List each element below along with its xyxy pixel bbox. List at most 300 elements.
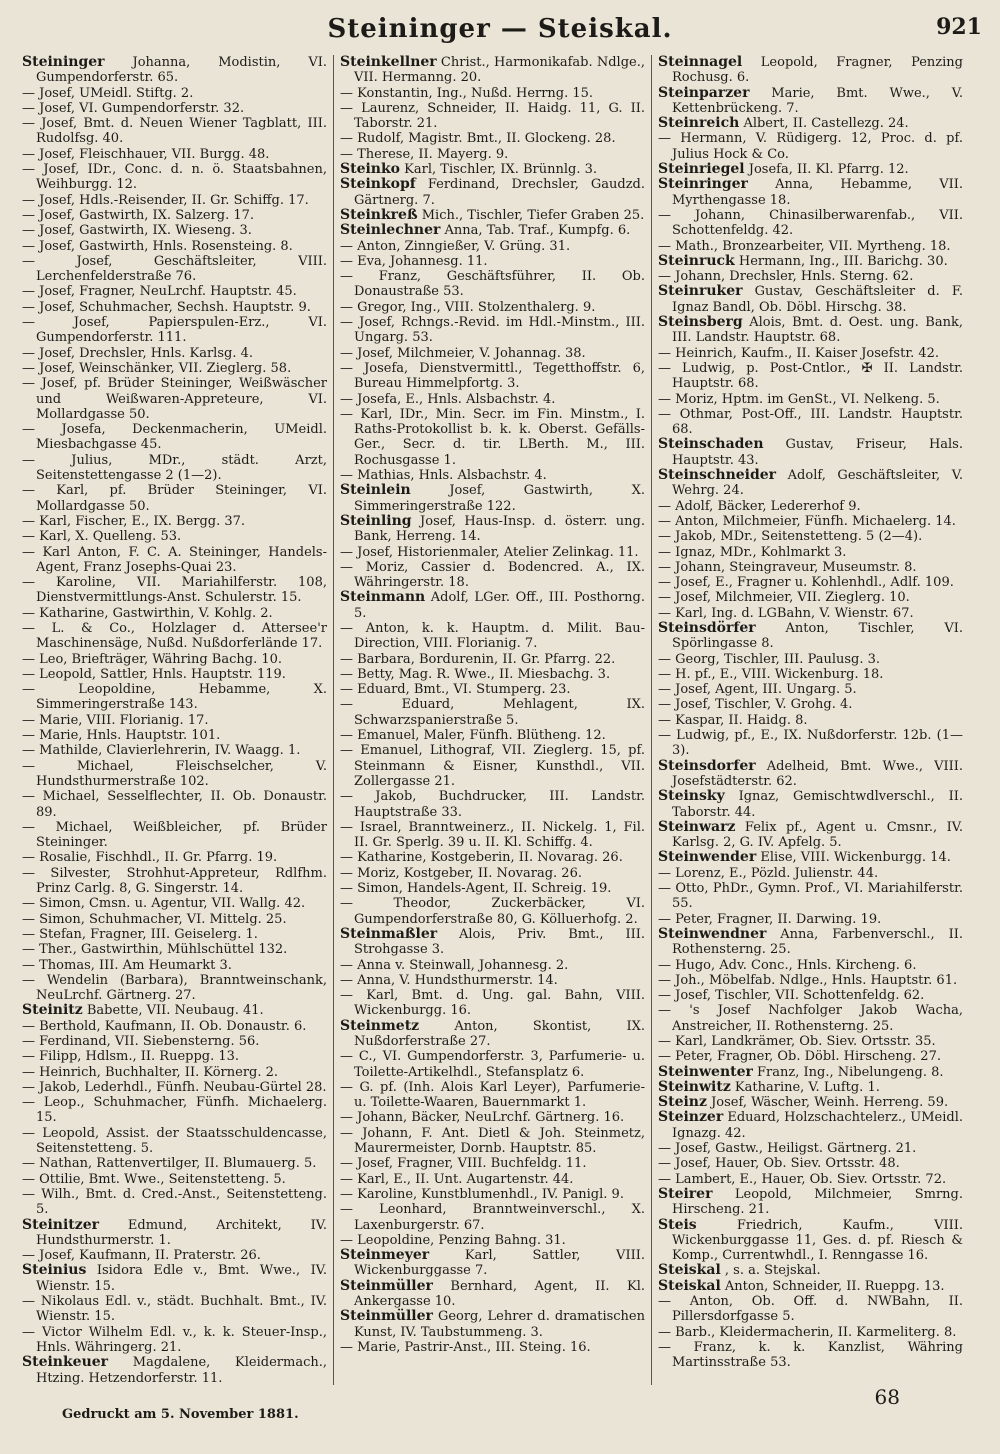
entry-text: — H. pf., E., VIII. Wickenburg. 18. (658, 666, 884, 682)
directory-subentry (340, 560, 645, 591)
directory-subentry (340, 147, 645, 162)
surname: Steinlein (340, 482, 411, 499)
entry-text: — Josef, Tischler, VII. Schottenfeldg. 62. (658, 988, 925, 1004)
surname: Steinitz (22, 1002, 83, 1019)
entry-text: Karl, Tischler, IX. Brünnlg. 3. (404, 162, 598, 178)
entry-text: Friedrich, Kaufm., VIII. Wickenburggasse 11, Ges. d. pf. Riesch & Komp., Currentwhdl., I. Renngasse 16. (672, 1217, 963, 1264)
directory-subentry (340, 86, 645, 101)
entry-text: — Katharine, Kostgeberin, II. Novarag. 26. (340, 850, 623, 866)
page-number: 921 (936, 14, 982, 40)
entry-text: — Josef, Tischler, V. Grohg. 4. (658, 697, 853, 713)
entry-text: Ignaz, Gemischtwdlverschl., II. Taborstr. 44. (672, 789, 963, 820)
directory-entry (658, 1263, 963, 1278)
entry-text: Elise, VIII. Wickenburgg. 14. (760, 850, 951, 866)
directory-subentry (658, 728, 963, 759)
directory-subentry (340, 682, 645, 697)
directory-entry (658, 86, 963, 117)
directory-subentry (340, 896, 645, 927)
directory-subentry (340, 958, 645, 973)
entry-text: Anton, Skontist, IX. Nußdorferstraße 27. (354, 1018, 645, 1049)
entry-text: — Anton, Zinngießer, V. Grüng. 31. (340, 238, 571, 254)
entry-text: — Leop., Schuhmacher, Fünfh. Michaelerg. 15. (22, 1095, 327, 1126)
directory-subentry (658, 514, 963, 529)
entry-text: — Josef, IDr., Conc. d. n. ö. Staatsbahnen, Weihburgg. 12. (22, 162, 327, 193)
directory-subentry (658, 346, 963, 361)
entry-text: — Jakob, Buchdrucker, III. Landstr. Hauptstraße 33. (340, 789, 645, 820)
directory-subentry (340, 728, 645, 743)
surname: Steiskal (658, 1262, 721, 1279)
entry-text: — Anna, V. Hundsthurmerstr. 14. (340, 972, 558, 988)
directory-subentry (658, 697, 963, 712)
directory-subentry (22, 850, 327, 865)
directory-subentry (22, 728, 327, 743)
entry-text: — Filipp, Hdlsm., II. Rueppg. 13. (22, 1049, 240, 1065)
surname: Steinling (340, 512, 412, 529)
directory-subentry (340, 652, 645, 667)
entry-text: Mich., Tischler, Tiefer Graben 25. (421, 207, 645, 223)
directory-entry (658, 1065, 963, 1080)
entry-text: Anton, Schneider, II. Rueppg. 13. (724, 1278, 945, 1294)
entry-text: — Josef, Hauer, Ob. Siev. Ortsstr. 48. (658, 1156, 900, 1172)
entry-text: — 's Josef Nachfolger Jakob Wacha, Anstreicher, II. Rothensterng. 25. (658, 1003, 963, 1034)
directory-subentry (22, 1019, 327, 1034)
entry-text: Magdalene, Kleidermach., Htzing. Hetzendorferstr. 11. (36, 1355, 327, 1385)
directory-subentry (340, 1080, 645, 1111)
entry-text: Gustav, Friseur, Hals. Hauptstr. 43. (672, 437, 963, 468)
column-right (658, 55, 963, 1385)
directory-subentry (22, 1156, 327, 1171)
surname: Steinsdörfer (658, 619, 756, 636)
entry-text: — Karl, Bmt. d. Ung. gal. Bahn, VIII. Wickenburgg. 16. (340, 988, 645, 1019)
entry-text: Edmund, Architekt, IV. Hundsthurmerstr. 1. (36, 1217, 327, 1248)
entry-text: — Georg, Tischler, III. Paulusg. 3. (658, 651, 881, 667)
directory-subentry (658, 606, 963, 621)
directory-subentry (658, 1003, 963, 1034)
directory-subentry (340, 820, 645, 851)
sheet-number: 68 (874, 1385, 900, 1409)
entry-text: — Konstantin, Ing., Nußd. Herrng. 15. (340, 85, 594, 101)
directory-subentry (658, 1325, 963, 1340)
directory-subentry (22, 529, 327, 544)
directory-subentry (658, 529, 963, 544)
entry-text: — Rudolf, Magistr. Bmt., II. Glockeng. 28. (340, 131, 616, 147)
directory-subentry (340, 361, 645, 392)
entry-text: — Michael, Weißbleicher, pf. Brüder Steininger. (22, 819, 327, 851)
directory-subentry (658, 560, 963, 575)
entry-text: — Franz, k. k. Kanzlist, Währing Martinsstraße 53. (658, 1339, 963, 1371)
entry-text: — Anton, Ob. Off. d. NWBahn, II. Pillersdorfgasse 5. (658, 1294, 963, 1325)
directory-subentry (22, 1325, 327, 1356)
directory-subentry (340, 407, 645, 468)
entry-text: Marie, Bmt. Wwe., V. Kettenbrückeng. 7. (672, 85, 963, 116)
directory-subentry (22, 1095, 327, 1126)
entry-text: — Julius, MDr., städt. Arzt, Seitenstettengasse 2 (1—2). (22, 452, 327, 484)
entry-text: — Leopoldine, Hebamme, X. Simmeringerstraße 143. (22, 682, 327, 713)
directory-subentry (658, 407, 963, 438)
surname: Steinkopf (340, 176, 416, 193)
directory-subentry (22, 652, 327, 667)
surname: Steinitzer (22, 1216, 99, 1233)
directory-subentry (22, 743, 327, 758)
surname: Steinruker (658, 283, 743, 300)
entry-text: — Karl, Ing. d. LGBahn, V. Wienstr. 67. (658, 605, 914, 621)
directory-subentry (22, 86, 327, 101)
entry-text: — Marie, Hnls. Hauptstr. 101. (22, 728, 221, 744)
surname: Steinkeuer (22, 1354, 109, 1371)
directory-entry (340, 590, 645, 621)
surname: Steinriegel (658, 161, 745, 178)
entry-text: — Josefa, Deckenmacherin, UMeidl. Miesbachgasse 45. (22, 422, 327, 453)
directory-subentry (22, 208, 327, 223)
entry-text: — Barb., Kleidermacherin, II. Karmeliterg. 8. (658, 1324, 957, 1340)
entry-text: — Thomas, III. Am Heumarkt 3. (22, 957, 232, 973)
directory-subentry (340, 621, 645, 652)
entry-text: — Katharine, Gastwirthin, V. Kohlg. 2. (22, 605, 273, 621)
directory-subentry (22, 713, 327, 728)
directory-subentry (340, 545, 645, 560)
directory-subentry (22, 545, 327, 576)
page-title: Steininger — Steiskal. (327, 14, 673, 44)
entry-text: Gustav, Geschäftsleiter d. F. Ignaz Bandl, Ob. Döbl. Hirschg. 38. (672, 284, 963, 315)
surname: Steinmeyer (340, 1247, 430, 1264)
entry-text: Anna, Hebamme, VII. Myrthengasse 18. (672, 177, 963, 208)
directory-subentry (658, 392, 963, 407)
entry-text: Isidora Edle v., Bmt. Wwe., IV. Wienstr. 15. (36, 1263, 327, 1294)
entry-text: — Ludwig, pf., E., IX. Nußdorferstr. 12b. (1—3). (658, 728, 963, 759)
directory-subentry (658, 239, 963, 254)
directory-subentry (22, 239, 327, 254)
directory-subentry (22, 912, 327, 927)
entry-text: — Josef, Gastwirth, Hnls. Rosensteing. 8. (22, 238, 293, 254)
entry-text: — Berthold, Kaufmann, II. Ob. Donaustr. 6. (22, 1018, 307, 1034)
entry-text: — Leopold, Sattler, Hnls. Hauptstr. 119. (22, 666, 286, 682)
entry-text: — Kaspar, II. Haidg. 8. (658, 712, 808, 728)
directory-subentry (658, 973, 963, 988)
entry-text: — Josef, Drechsler, Hnls. Karlsg. 4. (22, 345, 254, 361)
page-footer (0, 1385, 1000, 1435)
entry-text: — Stefan, Fragner, III. Geiselerg. 1. (22, 926, 258, 942)
surname: Steinringer (658, 176, 748, 193)
entry-text: Leopold, Milchmeier, Smrng. Hirscheng. 21. (672, 1186, 963, 1218)
directory-subentry (658, 361, 963, 392)
entry-text: — Moriz, Kostgeber, II. Novarag. 26. (340, 865, 582, 881)
directory-subentry (22, 866, 327, 897)
directory-subentry (22, 453, 327, 484)
directory-subentry (22, 1248, 327, 1263)
entry-text: Felix pf., Agent u. Cmsnr., IV. Karlsg. 2, G. IV. Apfelg. 5. (672, 819, 963, 851)
entry-text: — Theodor, Zuckerbäcker, VI. Gumpendorferstraße 80, G. Kölluerhofg. 2. (340, 896, 645, 927)
entry-text: — Heinrich, Buchhalter, II. Körnerg. 2. (22, 1064, 279, 1080)
directory-entry (340, 1279, 645, 1310)
entry-text: — Franz, Geschäftsführer, II. Ob. Donaustraße 53. (340, 269, 645, 300)
entry-text: — Josef, Fleischhauer, VII. Burgg. 48. (22, 146, 270, 162)
directory-subentry (22, 284, 327, 299)
entry-text: — Moriz, Cassier d. Bodencred. A., IX. Währingerstr. 18. (340, 559, 645, 591)
directory-subentry (340, 1156, 645, 1171)
directory-subentry (22, 820, 327, 851)
entry-text: — Josef, Rchngs.-Revid. im Hdl.-Minstm., III. Ungarg. 53. (340, 315, 645, 346)
entry-text: — Emanuel, Lithograf, VII. Zieglerg. 15, pf. Steinmann & Eisner, Kunsthdl., VII. Zollergasse 21. (340, 743, 645, 789)
entry-text: — Joh., Möbelfab. Ndlge., Hnls. Hauptstr. 61. (658, 972, 958, 988)
entry-text: — Hugo, Adv. Conc., Hnls. Kircheng. 6. (658, 957, 917, 973)
directory-entry (340, 177, 645, 208)
entry-text: — Eduard, Mehlagent, IX. Schwarzspanierstraße 5. (340, 697, 645, 728)
directory-subentry (22, 483, 327, 514)
entry-text: — Josef, Gastw., Heiligst. Gärtnerg. 21. (658, 1141, 917, 1157)
entry-text: — Karl Anton, F. C. A. Steininger, Handels-Agent, Franz Josephs-Quai 23. (22, 544, 327, 575)
directory-subentry (658, 545, 963, 560)
directory-subentry (340, 789, 645, 820)
entry-text: — Simon, Handels-Agent, II. Schreig. 19. (340, 881, 612, 897)
entry-text: — Simon, Cmsn. u. Agentur, VII. Wallg. 42. (22, 896, 306, 912)
directory-entry (340, 1019, 645, 1050)
directory-subentry (22, 300, 327, 315)
entry-text: — Karoline, Kunstblumenhdl., IV. Panigl. 9. (340, 1186, 624, 1202)
entry-text: Adelheid, Bmt. Wwe., VIII. Josefstädterstr. 62. (672, 758, 963, 789)
surname: Steinschaden (658, 436, 764, 453)
entry-text: — Otto, PhDr., Gymn. Prof., VI. Mariahilferstr. 55. (658, 881, 963, 912)
entry-text: — Josef, Fragner, NeuLrchf. Hauptstr. 45. (22, 284, 297, 300)
directory-entry (658, 177, 963, 208)
directory-subentry (340, 743, 645, 789)
surname: Steiskal (658, 1277, 721, 1294)
directory-subentry (340, 881, 645, 896)
entry-text: — Emanuel, Maler, Fünfh. Blütheng. 12. (340, 728, 606, 744)
directory-subentry (658, 1141, 963, 1156)
directory-entry (658, 468, 963, 499)
directory-subentry (22, 254, 327, 285)
directory-entry (658, 437, 963, 468)
entry-text: — Wilh., Bmt. d. Cred.-Anst., Seitenstetteng. 5. (22, 1186, 327, 1218)
entry-text: Leopold, Fragner, Penzing Rochusg. 6. (672, 55, 963, 86)
entry-text: Anton, Tischler, VI. Spörlingasse 8. (672, 620, 963, 652)
directory-subentry (658, 713, 963, 728)
directory-subentry (658, 208, 963, 239)
entry-text: — Josef, Historienmaler, Atelier Zelinkag. 11. (340, 544, 639, 560)
directory-subentry (340, 131, 645, 146)
entry-text: — Jakob, Lederhdl., Fünfh. Neubau-Gürtel 28. (22, 1079, 327, 1095)
entry-text: — Josef, Schuhmacher, Sechsh. Hauptstr. 9. (22, 299, 311, 315)
entry-text: — Gregor, Ing., VIII. Stolzenthalerg. 9. (340, 299, 596, 315)
surname: Steis (658, 1216, 697, 1233)
directory-subentry (22, 575, 327, 606)
directory-subentry (340, 973, 645, 988)
surname: Steinparzer (658, 84, 750, 101)
entry-text: — Karl, IDr., Min. Secr. im Fin. Minstm., I. Raths-Protokollist b. k. k. Oberst. Gefälls-Ger., Secr. d. tir. LBerth. M., III. Rochusgasse 1. (340, 406, 645, 468)
directory-subentry (340, 850, 645, 865)
directory-subentry (22, 361, 327, 376)
entry-text: — Leonhard, Branntweinverschl., X. Laxenburgerstr. 67. (340, 1202, 645, 1233)
directory-entry (340, 1248, 645, 1279)
entry-text: — Josefa, E., Hnls. Alsbachstr. 4. (340, 391, 556, 407)
entry-text: Bernhard, Agent, II. Kl. Ankergasse 10. (354, 1278, 645, 1310)
directory-subentry (22, 1126, 327, 1157)
directory-subentry (22, 927, 327, 942)
directory-subentry (22, 1049, 327, 1064)
directory-subentry (658, 866, 963, 881)
surname: Steinlechner (340, 222, 441, 239)
entry-text: Hermann, Ing., III. Barichg. 30. (738, 253, 948, 269)
entry-text: — Heinrich, Kaufm., II. Kaiser Josefstr. 42. (658, 345, 940, 361)
entry-text: — Josef, Bmt. d. Neuen Wiener Tagblatt, III. Rudolfsg. 40. (22, 116, 327, 147)
directory-entry (22, 55, 327, 86)
entry-text: — Eva, Johannesg. 11. (340, 253, 488, 269)
entry-text: Eduard, Holzschachtelerz., UMeidl. Ignazg. 42. (672, 1110, 963, 1141)
directory-subentry (22, 1294, 327, 1325)
entry-text: Anna, Tab. Traf., Kumpfg. 6. (444, 223, 631, 239)
directory-subentry (22, 606, 327, 621)
directory-subentry (340, 346, 645, 361)
directory-subentry (658, 499, 963, 514)
directory-subentry (658, 1034, 963, 1049)
entry-text: — Ignaz, MDr., Kohlmarkt 3. (658, 544, 847, 560)
directory-subentry (22, 621, 327, 652)
surname: Steinko (340, 161, 401, 178)
entry-text: — Laurenz, Schneider, II. Haidg. 11, G. II. Taborstr. 21. (340, 100, 645, 132)
directory-subentry (340, 667, 645, 682)
directory-subentry (22, 973, 327, 1004)
entry-text: — Josef, Gastwirth, IX. Wieseng. 3. (22, 223, 252, 239)
directory-entry (22, 1218, 327, 1249)
surname: Steinius (22, 1262, 87, 1279)
print-date: Gedruckt am 5. November 1881. (62, 1407, 299, 1422)
directory-entry (22, 1263, 327, 1294)
surname: Steinwenter (658, 1063, 753, 1080)
directory-subentry (658, 881, 963, 912)
entry-text: — Josef, E., Fragner u. Kohlenhdl., Adlf. 109. (658, 575, 954, 591)
entry-text: , s. a. Stejskal. (724, 1263, 821, 1279)
entry-text: — C., VI. Gumpendorferstr. 3, Parfumerie- u. Toilette-Artikelhdl., Stefansplatz 6. (340, 1049, 645, 1080)
entry-text: — Simon, Schuhmacher, VI. Mittelg. 25. (22, 911, 287, 927)
entry-text: — Mathias, Hnls. Alsbachstr. 4. (340, 468, 547, 484)
column-middle (340, 55, 645, 1385)
entry-text: — Israel, Branntweinerz., II. Nickelg. 1, Fil. II. Gr. Sperlg. 39 u. II. Kl. Schiffg. 4. (340, 819, 645, 851)
entry-text: — Leo, Briefträger, Währing Bachg. 10. (22, 651, 283, 667)
directory-entry (658, 315, 963, 346)
entry-text: Josef, Wäscher, Weinh. Herreng. 59. (711, 1095, 949, 1111)
entry-text: Alois, Priv. Bmt., III. Strohgasse 3. (354, 926, 645, 958)
entry-text: — Michael, Fleischselcher, V. Hundsthurmerstraße 102. (22, 758, 327, 789)
directory-entry (22, 1355, 327, 1385)
entry-text: — Karoline, VII. Mariahilferstr. 108, Dienstvermittlungs-Anst. Schulerstr. 15. (22, 575, 327, 606)
directory-subentry (658, 988, 963, 1003)
directory-entry (340, 208, 645, 223)
entry-text: Alois, Bmt. d. Oest. ung. Bank, III. Landstr. Hauptstr. 68. (672, 315, 963, 346)
directory-subentry (340, 468, 645, 483)
directory-subentry (340, 988, 645, 1019)
column-divider (651, 55, 652, 1385)
surname: Steinz (658, 1094, 707, 1111)
surname: Steinreich (658, 115, 740, 132)
entry-text: Christ., Harmonikafab. Ndlge., VII. Hermanng. 20. (354, 55, 645, 86)
entry-text: — Marie, Pastrir-Anst., III. Steing. 16. (340, 1339, 591, 1355)
entry-text: — Josef, Fragner, VIII. Buchfeldg. 11. (340, 1156, 587, 1172)
entry-text: — Josef, Kaufmann, II. Praterstr. 26. (22, 1248, 261, 1264)
entry-text: — Anna v. Steinwall, Johannesg. 2. (340, 957, 569, 973)
column-left (22, 55, 327, 1385)
entry-text: — Josef, Milchmeier, V. Johannag. 38. (340, 345, 586, 361)
entry-text: — Johann, Steingraveur, Museumstr. 8. (658, 559, 917, 575)
entry-text: — Josef, Gastwirth, IX. Salzerg. 17. (22, 207, 255, 223)
entry-text: — Jakob, MDr., Seitenstetteng. 5 (2—4). (658, 529, 923, 545)
directory-subentry (340, 1172, 645, 1187)
directory-subentry (22, 193, 327, 208)
directory-subentry (22, 376, 327, 422)
entry-text: — Karl, Fischer, E., IX. Bergg. 37. (22, 513, 246, 529)
entry-text: — Rosalie, Fischhdl., II. Gr. Pfarrg. 19. (22, 850, 278, 866)
entry-text: — Peter, Fragner, II. Darwing. 19. (658, 911, 882, 927)
directory-entry (658, 789, 963, 820)
entry-text: — Moriz, Hptm. im GenSt., VI. Nelkeng. 5. (658, 391, 940, 407)
entry-text: — Lambert, E., Hauer, Ob. Siev. Ortsstr. 72. (658, 1171, 947, 1187)
entry-text: — Josef, Agent, III. Ungarg. 5. (658, 682, 857, 698)
directory-subentry (22, 147, 327, 162)
entry-text: — Karl, E., II. Unt. Augartenstr. 44. (340, 1171, 574, 1187)
surname: Steinkellner (340, 55, 437, 70)
directory-entry (340, 514, 645, 545)
directory-entry (658, 759, 963, 790)
entry-text: — Josef, VI. Gumpendorferstr. 32. (22, 100, 245, 116)
directory-entry (658, 850, 963, 865)
entry-text: Franz, Ing., Nibelungeng. 8. (757, 1064, 944, 1080)
directory-entry (658, 927, 963, 958)
directory-subentry (658, 1340, 963, 1371)
entry-text: — Karl, Landkrämer, Ob. Siev. Ortsstr. 35. (658, 1034, 936, 1049)
entry-text: — Nikolaus Edl. v., städt. Buchhalt. Bmt., IV. Wienstr. 15. (22, 1294, 327, 1325)
entry-text: — Johann, Drechsler, Hnls. Sterng. 62. (658, 269, 914, 285)
surname: Steinwender (658, 849, 757, 866)
entry-text: Karl, Sattler, VIII. Wickenburggasse 7. (354, 1248, 645, 1279)
entry-text: — Josef, Geschäftsleiter, VIII. Lerchenfelderstraße 76. (22, 253, 327, 285)
entry-text: — Johann, Chinasilberwarenfab., VII. Schottenfeldg. 42. (658, 207, 963, 239)
directory-subentry (658, 667, 963, 682)
entry-text: — Barbara, Bordurenin, II. Gr. Pfarrg. 22. (340, 651, 616, 667)
entry-text: — Johann, F. Ant. Dietl & Joh. Steinmetz, Maurermeister, Dornb. Hauptstr. 85. (340, 1125, 645, 1157)
entry-text: Katharine, V. Luftg. 1. (734, 1079, 880, 1095)
entry-text: — Math., Bronzearbeiter, VII. Myrtheng. 18. (658, 238, 951, 254)
directory-subentry (22, 759, 327, 790)
directory-subentry (340, 1187, 645, 1202)
directory-entry (658, 621, 963, 652)
directory-subentry (658, 1049, 963, 1064)
entry-text: — Josef, Milchmeier, VII. Zieglerg. 10. (658, 590, 910, 606)
directory-entry (658, 55, 963, 86)
surname: Steinmüller (340, 1277, 433, 1294)
entry-text: Josef, Haus-Insp. d. österr. ung. Bank, Herreng. 14. (354, 513, 645, 545)
entry-text: — Therese, II. Mayerg. 9. (340, 146, 509, 162)
entry-text: — Ludwig, p. Post-Cntlor., ✠ II. Landstr. Hauptstr. 68. (658, 360, 963, 392)
surname: Steinmaßler (340, 925, 438, 942)
directory-entry (658, 1110, 963, 1141)
directory-subentry (340, 1233, 645, 1248)
entry-text: — Josef, Papierspulen-Erz., VI. Gumpendorferstr. 111. (22, 315, 327, 346)
directory-subentry (22, 896, 327, 911)
directory-subentry (658, 590, 963, 605)
directory-subentry (22, 1065, 327, 1080)
entry-text: — Peter, Fragner, Ob. Döbl. Hirscheng. 27. (658, 1049, 941, 1065)
directory-entry (658, 254, 963, 269)
directory-subentry (22, 1080, 327, 1095)
entry-text: Josef, Gastwirth, X. Simmeringerstraße 122. (354, 483, 645, 514)
entry-text: — Karl, pf. Brüder Steininger, VI. Mollardgasse 50. (22, 483, 327, 514)
entry-text: Adolf, Geschäftsleiter, V. Wehrg. 24. (672, 468, 963, 499)
directory-subentry (22, 116, 327, 147)
surname: Steinzer (658, 1109, 724, 1126)
entry-text: Josefa, II. Kl. Pfarrg. 12. (748, 162, 909, 178)
directory-subentry (340, 1202, 645, 1233)
directory-subentry (22, 667, 327, 682)
directory-subentry (658, 682, 963, 697)
